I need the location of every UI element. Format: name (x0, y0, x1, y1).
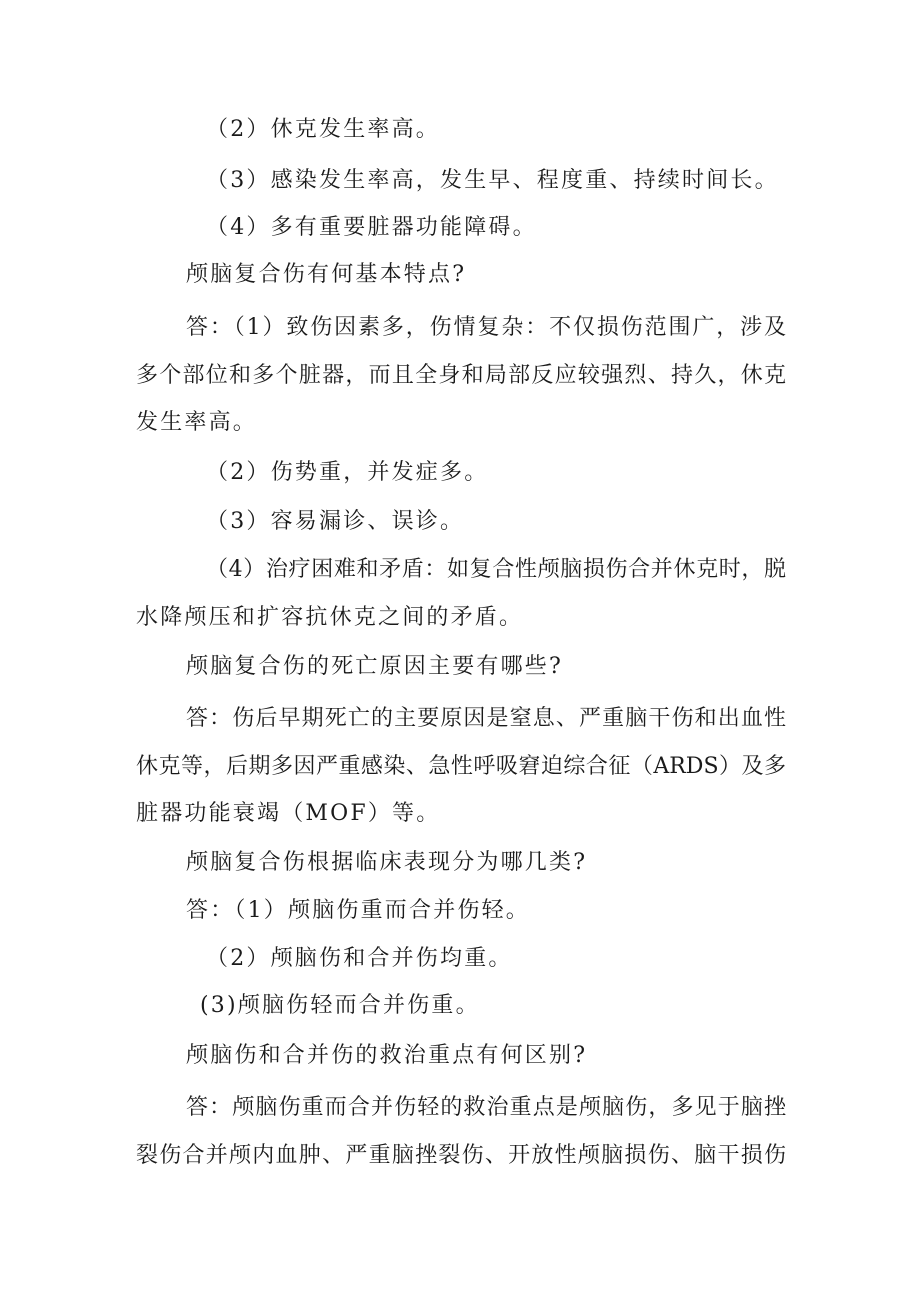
answer-line: 答：颅脑伤重而合并伤轻的救治重点是颅脑伤，多见于脑挫 (186, 1095, 786, 1120)
list-item-treatment-difficulty: （4）治疗困难和矛盾：如复合性颅脑损伤合并休克时，脱 (206, 557, 786, 582)
answer-line: 脏器功能衰竭（MOF）等。 (136, 801, 441, 826)
question-classification: 颅脑复合伤根据临床表现分为哪几类? (186, 850, 588, 875)
answer-line: 多个部位和多个脏器，而且全身和局部反应较强烈、持久，休克 (136, 363, 786, 388)
list-item-combined-severe: (3)颅脑伤轻而合并伤重。 (200, 993, 480, 1018)
list-item-shock-rate: （2）休克发生率高。 (206, 117, 440, 142)
list-item-both-severe: （2）颅脑伤和合并伤均重。 (206, 946, 513, 971)
list-item-infection-rate: （3）感染发生率高，发生早、程度重、持续时间长。 (206, 168, 779, 193)
question-death-causes: 颅脑复合伤的死亡原因主要有哪些? (186, 654, 563, 679)
list-item-misdiagnosis: （3）容易漏诊、误诊。 (206, 509, 465, 534)
answer-line: 裂伤合并颅内血肿、严重脑挫裂伤、开放性颅脑损伤、脑干损伤 (136, 1143, 786, 1168)
answer-line: 休克等，后期多因严重感染、急性呼吸窘迫综合征（ARDS）及多 (136, 754, 786, 779)
answer-line: 答：伤后早期死亡的主要原因是窒息、严重脑干伤和出血性 (186, 706, 786, 731)
list-item-organ-dysfunction: （4）多有重要脏器功能障碍。 (206, 215, 537, 240)
answer-line: 答：（1）致伤因素多，伤情复杂：不仅损伤范围广，涉及 (186, 315, 786, 340)
answer-line: 水降颅压和扩容抗休克之间的矛盾。 (136, 605, 524, 630)
answer-line: 发生率高。 (136, 410, 258, 435)
answer-line: 答：（1）颅脑伤重而合并伤轻。 (186, 898, 530, 923)
question-treatment-focus: 颅脑伤和合并伤的救治重点有何区别? (186, 1043, 588, 1068)
list-item-severe-injury: （2）伤势重，并发症多。 (206, 460, 489, 485)
question-basic-features: 颅脑复合伤有何基本特点? (186, 262, 467, 287)
